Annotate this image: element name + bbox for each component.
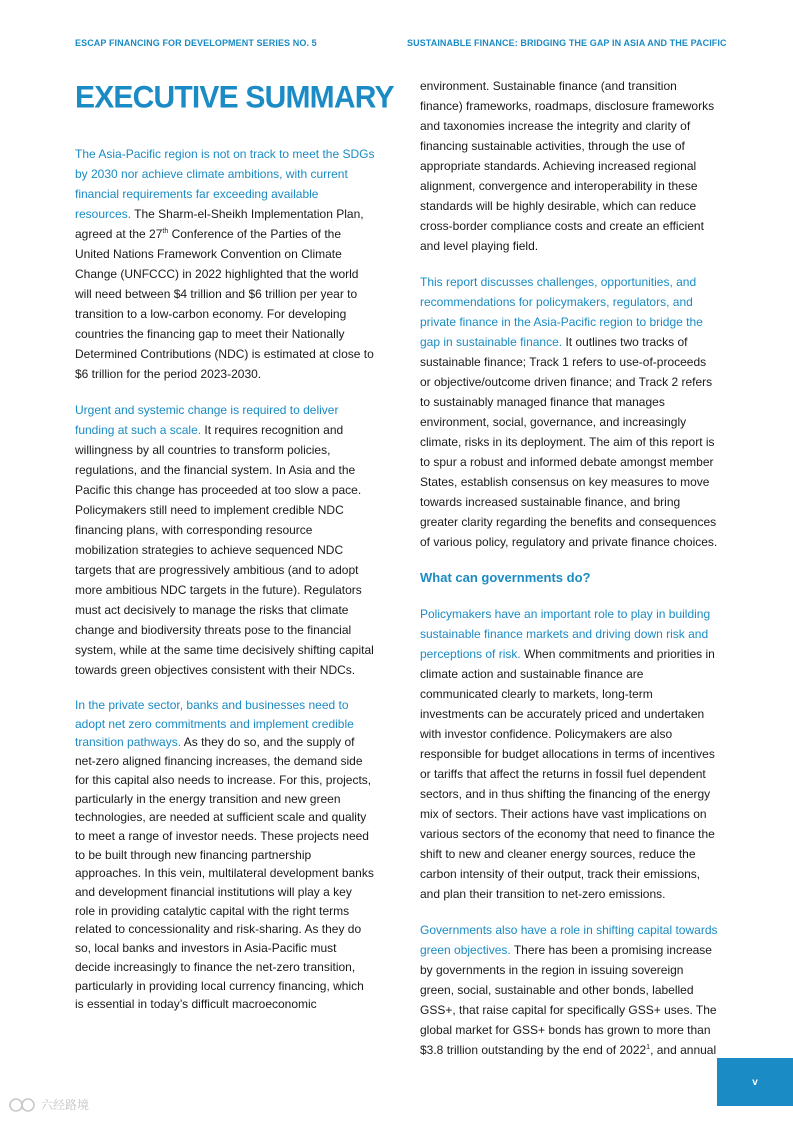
paragraph-body: environment. Sustainable finance (and transition finance) frameworks, roadmaps, disclosure frameworks and taxonomies increase the integrity and clarity of financing sustainable activities, through the use of appropriate standards. Achieving increased regional alignment, convergence and interoperability in these standards will be highly desirable, which can reduce cross-border compliance costs and create an efficient and level playing field.	[420, 79, 715, 253]
section-heading: What can governments do?	[420, 570, 591, 585]
right-column	[420, 76, 720, 1076]
running-header-right: SUSTAINABLE FINANCE: BRIDGING THE GAP IN ASIA AND THE PACIFIC	[407, 38, 727, 48]
paragraph-frameworks	[420, 76, 720, 256]
paragraph-private-sector	[75, 696, 375, 1014]
paragraph-body: , and annual	[650, 1043, 717, 1057]
paragraph-lead: Urgent and systemic change is required to deliver funding at such a scale.	[75, 403, 339, 437]
page-title: EXECUTIVE SUMMARY	[75, 80, 394, 115]
watermark-logo-icon	[8, 1097, 38, 1113]
footnote-ref: 1	[646, 1044, 651, 1051]
paragraph-body: It outlines two tracks of sustainable finance; Track 1 refers to use-of-proceeds or objective/outcome driven finance; and Track 2 refers to sustainably managed finance that manages environment, social, governance, and increasingly climate, risks in its deployment. The aim of this report is to spur a robust and informed debate amongst member States, establish consensus on key measures to move towards increased sustainable finance, and bring greater clarity regarding the benefits and consequences of various policy, regulatory and private finance choices.	[420, 335, 718, 549]
paragraph-lead: Governments also have a role in shifting capital towards green objectives.	[420, 923, 718, 957]
left-column	[75, 144, 375, 1030]
watermark-text: 六经路境	[41, 1098, 90, 1112]
paragraph-body: There has been a promising increase by governments in the region in issuing sovereign green, social, sustainable and other bonds, labelled GSS+, that raise capital for specifically GSS+ uses. The global market for GSS+ bonds has grown to more than $3.8 trillion outstanding by the end of 2022	[420, 943, 717, 1057]
paragraph-lead: This report discusses challenges, opportunities, and recommendations for policymakers, regulators, and private finance in the Asia-Pacific region to bridge the gap in sustainable finance.	[420, 275, 703, 349]
paragraph-body: Conference of the Parties of the United Nations Framework Convention on Climate Change (UNFCCC) in 2022 highlighted that the world will need between $4 trillion and $6 trillion per year to transition to a low-carbon economy. For developing countries the financing gap to meet their Nationally Determined Contributions (NDC) is estimated at close to $6 trillion for the period 2023-2030.	[75, 227, 374, 381]
paragraph-body: As they do so, and the supply of net-zero aligned financing increases, the demand side for this capital also needs to increase. For this, projects, particularly in the energy transition and new green technologies, are needed at sufficient scale and quality to meet a range of investor needs. These projects need to be built through new financing partnership approaches. In this vein, multilateral development banks and development financial institutions will play a key role in providing catalytic capital with the right terms related to concessionality and risk-sharing. As they do so, local banks and investors in Asia-Pacific must decide increasingly to finance the net-zero transition, particularly in providing local currency financing, which is essential in today’s difficult macroeconomic	[75, 735, 374, 1012]
page-number-box	[717, 1058, 793, 1106]
watermark	[8, 1096, 89, 1113]
paragraph-policymakers	[420, 604, 720, 904]
paragraph-report-scope	[420, 272, 720, 552]
paragraph-body: It requires recognition and willingness by all countries to transform policies, regulations, and the financial system. In Asia and the Pacific this change has proceeded at too slow a pace. Policymakers still need to implement credible NDC financing plans, with corresponding resource mobilization strategies to achieve sequenced NDC targets that are progressively ambitious (and to adopt more ambitious NDC targets in the future). Regulators must act decisively to manage the risks that climate change and biodiversity threats pose to the financial system, while at the same time decisively shifting capital towards green objectives consistent with their NDCs.	[75, 423, 374, 677]
superscript: th	[162, 228, 169, 235]
paragraph-sdg-track	[75, 144, 375, 384]
page-number: v	[752, 1076, 758, 1088]
paragraph-lead: The Asia-Pacific region is not on track to meet the SDGs by 2030 nor achieve climate ambitions, with current financial requirements far exceeding available resources.	[75, 147, 375, 221]
running-header-left: ESCAP FINANCING FOR DEVELOPMENT SERIES NO. 5	[75, 38, 317, 48]
paragraph-lead: In the private sector, banks and businesses need to adopt net zero commitments and implement credible transition pathways.	[75, 698, 354, 750]
paragraph-body: When commitments and priorities in climate action and sustainable finance are communicated clearly to markets, long-term investments can be accurately priced and undertaken with investor confidence. Policymakers are also responsible for budget allocations in terms of incentives or tariffs that affect the returns in fossil fuel dependent sectors, and in thus shifting the financing of the energy mix of sectors. Their actions have vast implications on various sectors of the economy that need to finance the shift to new and cleaner energy sources, reduce the carbon intensity of their output, track their emissions, and plan their transition to net-zero emissions.	[420, 647, 715, 901]
paragraph-systemic-change	[75, 400, 375, 680]
paragraph-governments	[420, 920, 720, 1060]
paragraph-lead: Policymakers have an important role to play in building sustainable finance markets and driving down risk and perceptions of risk.	[420, 607, 711, 661]
paragraph-body: The Sharm-el-Sheikh Implementation Plan, agreed at the 27	[75, 207, 364, 241]
